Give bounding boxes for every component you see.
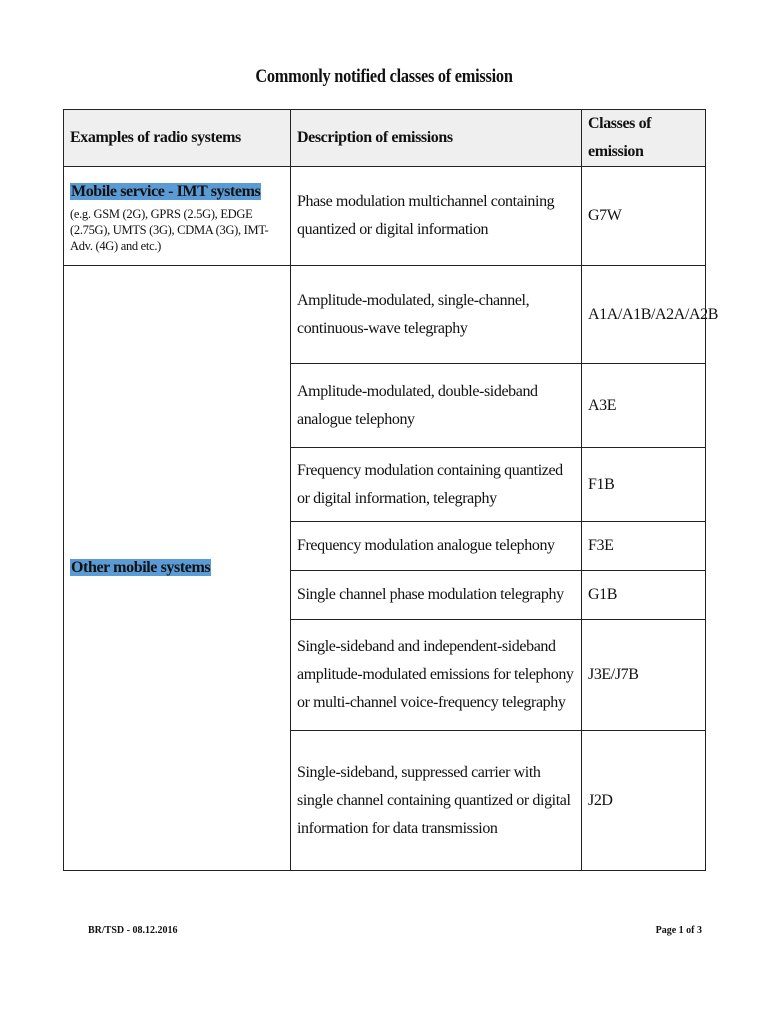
cell-description: Amplitude-modulated, single-channel, continuous-wave telegraphy	[291, 266, 582, 364]
cell-class: G7W	[582, 167, 706, 266]
cell-description: Single-sideband and independent-sideband amplitude-modulated emissions for telephony or multi-channel voice-frequency telegraphy	[291, 620, 582, 731]
footer-page-number: Page 1 of 3	[655, 925, 702, 936]
cell-radio-system	[64, 167, 291, 266]
header-description: Description of emissions	[291, 110, 582, 167]
cell-class: F3E	[582, 522, 706, 571]
cell-description: Frequency modulation analogue telephony	[291, 522, 582, 571]
cell-description: Frequency modulation containing quantized or digital information, telegraphy	[291, 448, 582, 522]
cell-class: G1B	[582, 571, 706, 620]
table-row	[64, 266, 706, 364]
table-header-row	[64, 110, 706, 167]
cell-description: Single channel phase modulation telegraphy	[291, 571, 582, 620]
cell-class: A3E	[582, 364, 706, 448]
cell-class: J2D	[582, 731, 706, 871]
imt-system-label: Mobile service - IMT systems	[71, 183, 261, 200]
imt-examples: (e.g. GSM (2G), GPRS (2.5G), EDGE (2.75G), UMTS (3G), CDMA (3G), IMT-Adv. (4G) and etc.)	[70, 207, 269, 253]
other-system-label: Other mobile systems	[71, 559, 211, 576]
cell-class: F1B	[582, 448, 706, 522]
cell-class: A1A/A1B/A2A/A2B	[582, 266, 706, 364]
cell-radio-system	[64, 266, 291, 871]
cell-description: Single-sideband, suppressed carrier with single channel containing quantized or digital information for data transmission	[291, 731, 582, 871]
cell-description: Amplitude-modulated, double-sideband analogue telephony	[291, 364, 582, 448]
page-title: Commonly notified classes of emission	[255, 66, 513, 87]
footer-doc-ref: BR/TSD - 08.12.2016	[88, 925, 178, 936]
header-classes: Classes of emission	[582, 110, 706, 167]
emissions-table	[63, 109, 719, 871]
header-radio-systems: Examples of radio systems	[64, 110, 291, 167]
table-row	[64, 167, 706, 266]
cell-description: Phase modulation multichannel containing quantized or digital information	[291, 167, 582, 266]
cell-class: J3E/J7B	[582, 620, 706, 731]
